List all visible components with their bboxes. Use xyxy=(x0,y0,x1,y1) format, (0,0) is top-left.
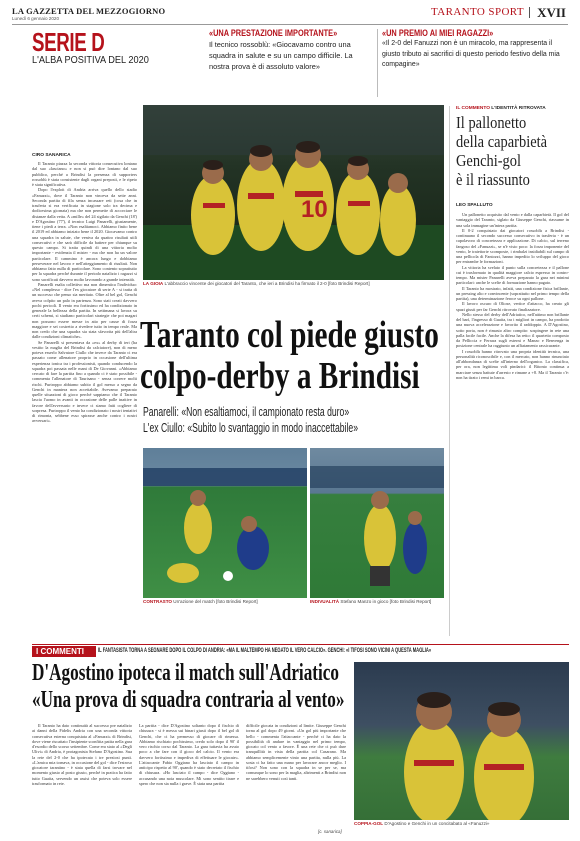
coppia-caption xyxy=(354,821,569,827)
action-photo-right xyxy=(310,448,444,598)
commento-tag: IL COMMENTO xyxy=(456,106,490,111)
quote-right-body: «Il 2-0 del Fanuzzi non è un miracolo, ma rappresenta il giusto tributo ai sacrifici di questo periodo festivo della mia compagine» xyxy=(382,40,560,68)
headline-line: Taranto col piede giusto xyxy=(140,314,439,356)
second-paragraph: difficile giocata in condizioni al limite. Giuseppe Genchi torna al gol dopo 49 giorni. «Un gol più importante che bello - commenta l'attaccante - perché ci ha dato la possibilità di andare in vantaggio nel primo tempo, giocato col vento a favore. È una rete che ci può dare tranquillità in vista della partita col Casarano. Ma abbiamo semplicemente vinto una partita, nulla più. La sosta ci ha fatto una mano per lavorare ancor meglio. I tifosi? Non sono con la squadra in se per se, ma comunque lo sono per la maglia, altrimenti a Brindisi non ne sarebbero venuti così tanti. xyxy=(246,723,346,781)
quote-divider xyxy=(377,29,378,97)
second-headline-line: «Una prova di squadra contraria al vento» xyxy=(32,687,345,713)
commento-title-line: Genchi-gol xyxy=(456,151,522,170)
main-paragraph: Panarelli esalta collettivo ma non dimentica l'individuo: «Nel complesso - dice l'ex giocatore di serie A - si tratta di un successo che penso sia meritato. Oltre al bel gol, Genchi aveva colpito un palo in partenza. Sono stati creati davvero pochi pericoli. Il vento era fortissimo ed ha condizionato in generale la bellezza della partita. In settimana si lavora su certi schemi, si studiano particolari strategie che poi magari non possono essere messe in atto per cause di forza maggiore e sei costretto a rivedere tutto in tempo reale. Ma non credo che una squadra sia stata sfavorita più dell'altra dalle condizioni climatiche». xyxy=(32,281,137,340)
second-paragraph: Il Taranto ha dato continuità al successo pre natalizio ai danni della Fidelis Andria con una seconda vittoria consecutiva esterna conquistata al «Fanuzzi» di Brindisi, dove viene riscattato l'insipiente sconfitta patita nella gara d'esordio dello scorso settembre. Come era stato al «Degli Ulivi» di Andria, è protagonista Stefano D'Agostino. Sua la rete del 2-0 che ha ipotecato i tre preziosi punti. «L'amica mia tornava, in occasione del gol - dice l'estroso giocatore tarantino - è stata quella di farsi trovare nel momento giusto al posto giusto, perché in pratica ha fatto tutto Guaita, servendo un assist che poteva solo essere trasformato in rete. xyxy=(32,723,132,786)
quote-right-head: «UN PREMIO AI MIEI RAGAZZI» xyxy=(382,28,494,38)
second-signature: [c. sanarica] xyxy=(318,829,342,834)
league-title: SERIE D xyxy=(32,27,105,57)
column-divider xyxy=(449,106,450,636)
quote-left-head: «UNA PRESTAZIONE IMPORTANTE» xyxy=(209,28,338,38)
main-paragraph: Dopo l'exploit di Andria arriva quello dello stadio «Fanuzzi», dove il Taranto non vinceva da sette anni. Seconda partita di fila senza incassare reti (cosa che in trasferta si era verificata in stagione solo tra decima e dodicesima giornata) ma che non permette di accorciare le distanze dalla vetta. A «mille» del 24 sigilato da Genchi (18') e D'Agostino (77'), il tecnico Luigi Panarelli, giustamente, tiene i piedi a terra. «Non esaltiamoci. Abbiamo finito bene il 2019 ed abbiamo iniziato bene il 2020. Giocavamo contro una squadra in salute, che veniva da quattro risultati utili consecutivi e che sarà difficile da battere per chiunque su questo campo. Si tratta quindi di una vittoria molto importante - evidenzia il mister - ma che non ha un valore particolare. Il cammino è ancora lungo e dobbiamo perseverare nel lavoro e nell'atteggiamento di risultati. Non abbiamo fatto nulla di particolare. Sono contento soprattutto per la squadra perché durante il periodo natalizio i ragazzi si sono sacrificati davvero molto lavorando a grande intensità. xyxy=(32,187,137,282)
section-name: TARANTO SPORT xyxy=(431,6,524,18)
tackle-image xyxy=(143,448,307,598)
league-subtitle: L'ALBA POSITIVA DEL 2020 xyxy=(32,55,149,66)
coppia-photo xyxy=(354,662,569,820)
commento-paragraph: Il 0-2 conquistato dai giocatori rossoblù a Brindisi - continuano il secondo successo consecutivo in trasferta - è un capolavoro di concretezza e applicazione. Di calcio, sul terreno fangoso del «Fanuzzi», se n'è visto poco: la forza imponente del vento, le traiettorie scomposte, i rimbalzi insidiabili sul campo di una pellicola di Fantozzi, hanno impedito lo sviluppo del gioco per entrambe le formazioni. xyxy=(456,227,569,265)
subhead: Panarelli: «Non esaltiamoci, il campionato resta duro» xyxy=(143,405,350,419)
right-caption-tag: INDIVUALITÀ xyxy=(310,599,340,604)
commento-paragraph: Il lavoro oscuro di Oliose, vertice d'attacco, ha creato gli spazi giusti per far Genchi ritrovato finalizzatore. xyxy=(456,301,569,312)
main-photo xyxy=(143,105,444,280)
celebration-image xyxy=(143,105,444,280)
quote-left-body: Il tecnico rossoblù: «Giocavamo contro una squadra in salute e su un campo difficile. La nostra prova è di assoluto valore» xyxy=(209,40,353,71)
right-photo-caption xyxy=(310,599,444,605)
main-author: CIRO SANARICA xyxy=(32,153,71,158)
commento-paragraph: Un pallonetto acquisito dal vento e dalla caparbietà. Il gol del vantaggio del Taranto, siglato da Giuseppe Genchi, riassume in una sola immagine un'intera partita. xyxy=(456,212,569,228)
main-photo-caption xyxy=(143,281,444,287)
commento-label xyxy=(456,106,546,111)
page-number: XVII xyxy=(537,5,566,20)
masthead-divider xyxy=(529,7,530,18)
commento-title-line: Il pallonetto xyxy=(456,113,527,132)
svg-text:10: 10 xyxy=(301,196,328,223)
commento-paragraph: I rossoblù hanno ritrovato una propria identità tecnica, una personalità riconoscibile e, con il mercato, non hanno rinunciato all'abbondanza di scelte all'interno dell'organico. La classifica, per ora, non legittima voli pindarici: il Bitonto continua a marciare senza battute d'arresto e rimane a +8. Ma il Taranto c'è: non ha tirato i remi in barca. xyxy=(456,348,569,380)
subhead: L'ex Ciullo: «Subito lo svantaggio in modo inaccettabile» xyxy=(143,420,359,435)
coppia-caption-tag: COPPIA-GOL xyxy=(354,821,384,826)
commento-paragraph: Il Taranto ha mostrato, infatti, una condizione fisica brillante, un pressing alto e convincente (soprattutto nel primo tempo della partita), una determinazione feroce su ogni pallone. xyxy=(456,285,569,301)
commento-title xyxy=(456,113,571,189)
quote-right xyxy=(382,28,568,71)
main-paragraph: Il Taranto piazza la seconda vittoria consecutiva lontano dal suo «lasciano» e non si può dire lontano dal suo pubblico, perché a Brindisi la presenza di supporters rossoblù è stata consistente dagli organi preposti, e le ripeto è stata significativa. xyxy=(32,161,137,187)
main-photo-caption-tag: LA GIOIA xyxy=(143,281,164,286)
second-col-3 xyxy=(246,723,346,827)
commento-title-line: è il riassunto xyxy=(456,170,530,189)
commento-author: LEO SPALLUTO xyxy=(456,203,493,208)
commento-paragraph: Nello stesso del derby dell'Adriatico, nell'attimo non brillante del barì, l'ingresso di Guaita, tra i migliori in campo, ha prodotto una nuova accelerazione e favorito il raddoppio. A D'Agostino, sotto porta, non è rimasto altro compito: sospingere in rete una palla facile facile. Anche la difesa ha retto: il quartetto composto da Pelliccia e Ferrara sugli esterni e Manzo e Benvenga in posizione centrale ha raggiunto un affiatamento rassicurante. xyxy=(456,311,569,349)
quote-left xyxy=(209,28,374,72)
subheads xyxy=(143,405,443,436)
commento-body xyxy=(456,212,569,638)
paper-name: LA GAZZETTA DEL MEZZOGIORNO xyxy=(12,6,166,16)
commento-paragraph: La vittoria ha svelato il punto sulla concretezza e il pallone cui è trasformato in qualità maggiore calcio espresso in contro-tempo. Ma mister Panarelli aveva preparato la gara nei minimi particolari: anche le scelte di formazione hanno pagato. xyxy=(456,264,569,286)
issue-date: Lunedì 6 gennaio 2020 xyxy=(12,16,60,21)
main-headline xyxy=(140,315,445,397)
left-caption-tag: CONTRASTO xyxy=(143,599,173,604)
masthead xyxy=(12,6,568,25)
second-col-1 xyxy=(32,723,132,833)
second-col-2 xyxy=(139,723,239,833)
action-photo-left xyxy=(143,448,307,598)
headline-line: colpo-derby a Brindisi xyxy=(140,355,420,397)
left-caption-text: Un'azione del match [foto Brindisi Report] xyxy=(173,599,258,604)
main-paragraph: Se Panarelli si presentava da «ex» al derby di ieri (ha vestito la maglia del Brindisi da calciatore), non di meno poteva esserlo Salvatore Ciullo che invece da Taranto ci era passato come allenatore proprio in occasione dell'ultima esperienza ionica tra i professionisti, quando conducendo la squadra poi passata nelle mani di De Giovanni. «Abbiamo cercato di fare la partita fino a quando ci è stato possibile - commenta l'allenatore di Taurisano - senza correre molti rischi. Purtroppo abbiamo subito il gol messo a segno da Genchi in maniera non accettabile. Avevamo preparato quelle situazioni di gioco perché sappiamo che il Taranto lascia l'uomo in avanti in occasione delle palle inattive in favore dell'avversario e invece ci siamo fatti cogliere di sorpresa. Purtroppo il vento ha condizionato i nostri tentativi di rimonta, sebbene esso spirasse anche contro i nostri avversari». xyxy=(32,339,137,424)
commento-title-line: della caparbietà xyxy=(456,132,548,151)
main-article-body xyxy=(32,161,137,637)
commento-kicker: L'IDENTITÀ RITROVATA xyxy=(491,106,546,111)
left-photo-caption xyxy=(143,599,307,605)
main-photo-caption-text: L'abbraccio vincente dei giocatori del Taranto, che ieri a Brindisi ha firmato il 2-0 [foto Brindisi Report] xyxy=(164,281,370,286)
player-image xyxy=(310,448,444,598)
second-paragraph: La partita - dice D'Agostino soltanto dopo il fischio di chiusura - si è messa sui binari giusti dopo il bel gol di Genchi, che ci ha permesso di giocare di rimessa. Abbiamo rischiato pochissimo, credo solo dopo il 90' il vero rischio corso dal Taranto. La gara tuttavia ha avuto poco a che fare con il gioco del calcio. Il vento era davvero fortissimo e impediva di effettuare le giocate». L'attaccante Fabio Oggiano ha lasciato il campo in anticipo rispetto al 90', quando è stato decretato il fischio di chiusura. «Ho lasciato il campo - dice Oggiano - accusando una noia muscolare. Mi sono sentito tirare e spero che non sia nulla i grave. È stata una partita xyxy=(139,723,239,786)
right-caption-text: Stefano Manzo in gioco [foto Brindisi Report] xyxy=(340,599,432,604)
duo-image xyxy=(354,662,569,820)
coppia-caption-text: D'Agostino e Genchi in un concitabato al «Fanuzzi» xyxy=(384,821,490,826)
commenti-text: IL FANTASISTA TORNA A SEGNARE DOPO IL COLPO DI ANDRIA: «MA IL MALTEMPO HA NEGATO IL VERO CALCIO». GENCHI: «I TIFOSI SONO VICINI A QUESTA MAGLIA» xyxy=(98,647,432,654)
second-headline-line: D'Agostino ipoteca il match sull'Adriatico xyxy=(32,660,339,686)
commenti-label: I COMMENTI xyxy=(32,646,96,657)
commenti-bar xyxy=(32,644,569,658)
